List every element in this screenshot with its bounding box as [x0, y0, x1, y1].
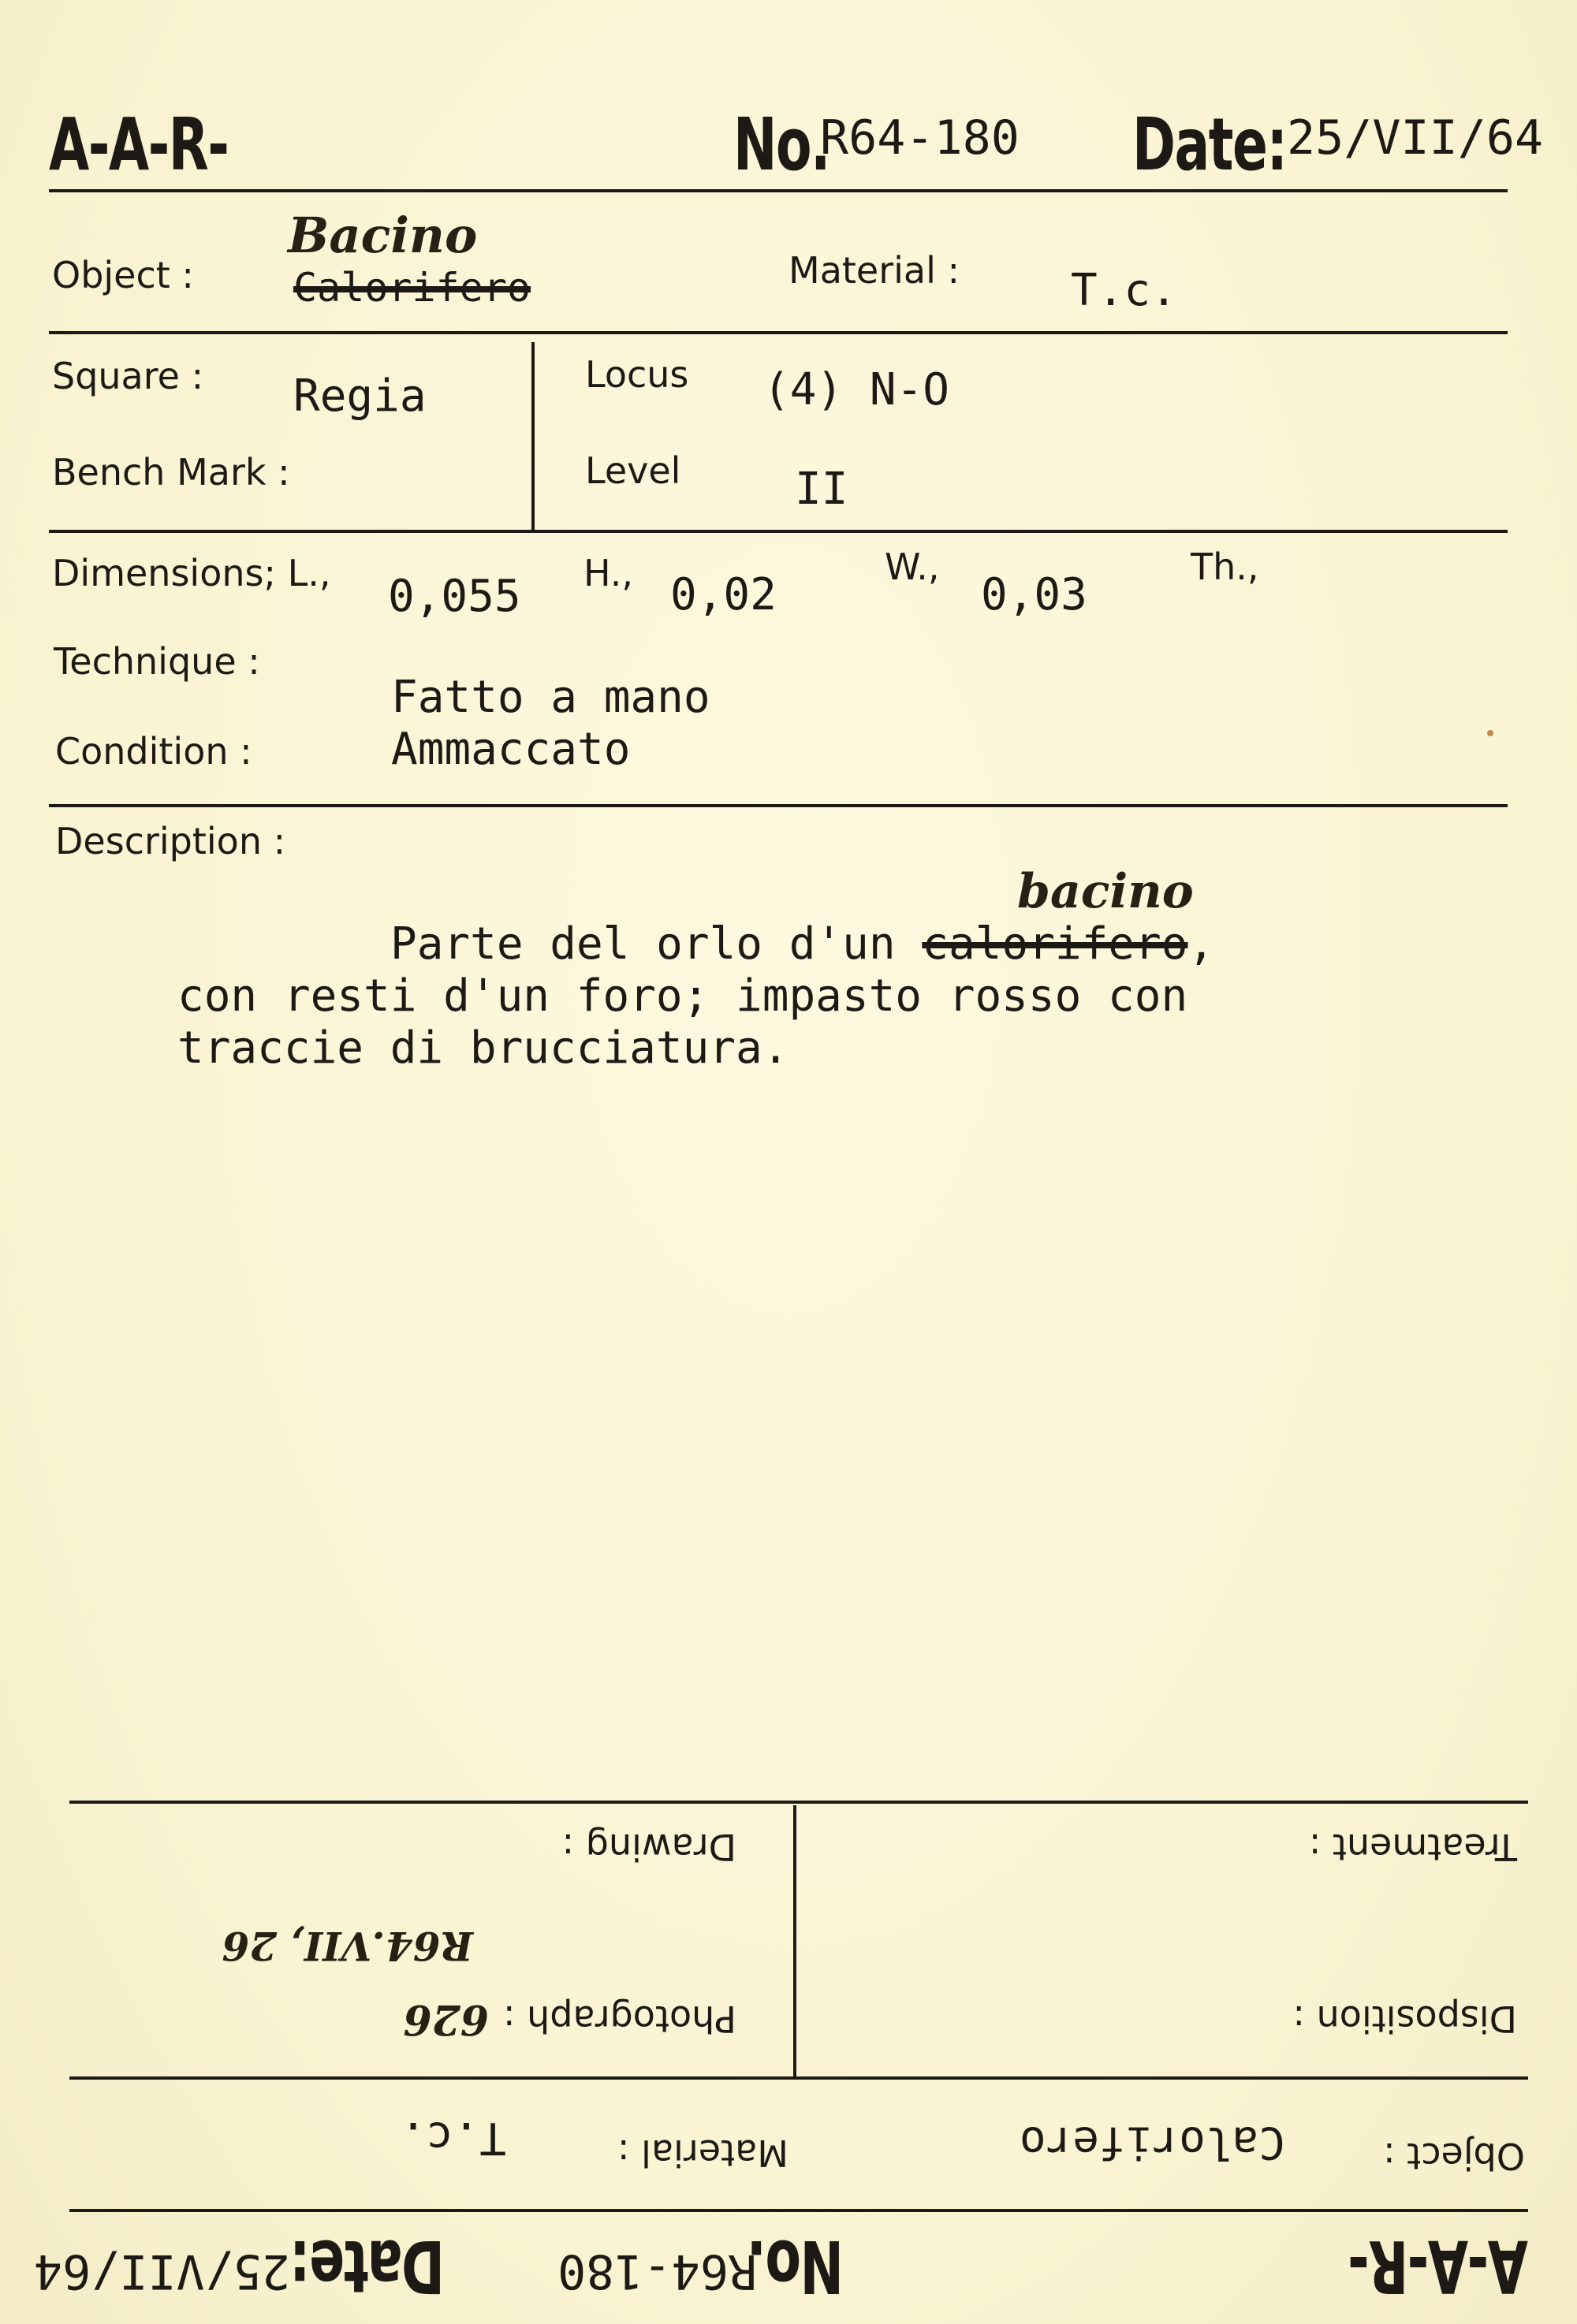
divider-header [49, 189, 1508, 192]
footer-number-label: No. [747, 2224, 844, 2308]
locus-label: Locus [585, 353, 689, 396]
height-value: 0,02 [670, 569, 777, 620]
square-value: Regia [293, 371, 427, 422]
locus-value: (4) N-O [763, 364, 950, 415]
description-line3: traccie di brucciatura. [177, 1022, 789, 1074]
date-value: 25/VII/64 [1287, 110, 1544, 166]
object-struck-value: Calorifero [293, 265, 531, 311]
level-label: Level [585, 449, 681, 492]
footer-object-label: Object : [1383, 2135, 1525, 2177]
drawing-label: Drawing : [561, 1826, 736, 1868]
footer-material-label: Material : [617, 2132, 788, 2174]
dimensions-label: Dimensions; L., [52, 552, 331, 594]
condition-label: Condition : [55, 730, 252, 773]
footer-divider-vertical [793, 1805, 796, 2078]
photograph-note: R64.VII, 26 [222, 1923, 473, 1969]
divider-object [49, 331, 1508, 334]
footer-divider-object [69, 2076, 1528, 2080]
level-value: II [795, 464, 848, 515]
width-label: W., [885, 546, 940, 588]
width-value: 0,03 [981, 569, 1087, 620]
description-struck-word: calorifero [922, 918, 1188, 970]
footer-divider-header [69, 2209, 1528, 2212]
material-label: Material : [788, 249, 960, 292]
technique-value: Fatto a mano [391, 672, 710, 723]
divider-vertical-square [531, 342, 535, 530]
thickness-label: Th., [1191, 546, 1259, 588]
description-line2: con resti d'un foro; impasto rosso con [177, 970, 1188, 1022]
condition-value: Ammaccato [391, 724, 631, 775]
number-value: R64-180 [820, 110, 1020, 166]
footer-material-value: T.c. [400, 2112, 506, 2163]
footer-number-value: R64-180 [557, 2244, 757, 2299]
square-label: Square : [52, 355, 204, 397]
footer-org-heading: A-A-R- [1348, 2224, 1528, 2308]
object-correction: Bacino [288, 207, 478, 264]
material-value: T.c. [1071, 265, 1177, 316]
footer-date-label: Date: [290, 2224, 445, 2308]
footer-date-value: 25/VII/64 [33, 2244, 290, 2299]
date-label: Date: [1132, 102, 1287, 187]
photograph-number: 626 [403, 1995, 489, 2043]
object-label: Object : [52, 254, 194, 296]
description-text [177, 918, 1214, 1074]
footer-object-value: Calorifero [1019, 2117, 1285, 2168]
footer-divider-bottom [69, 1801, 1528, 1804]
treatment-label: Treatment : [1308, 1826, 1517, 1868]
number-label: No. [733, 102, 830, 187]
height-label: H., [583, 552, 634, 594]
inverted-footer [0, 1695, 1577, 2324]
description-correction: bacino [1017, 864, 1194, 919]
technique-label: Technique : [54, 640, 260, 683]
description-line1-prefix: Parte del orlo d'un [390, 918, 923, 970]
photograph-label: Photograph : [503, 1998, 736, 2040]
description-line1-suffix: , [1187, 918, 1215, 970]
stain-mark [1487, 730, 1493, 736]
org-heading: A-A-R- [49, 102, 229, 187]
disposition-label: Disposition : [1292, 1998, 1517, 2040]
description-label: Description : [55, 820, 286, 862]
length-value: 0,055 [388, 571, 521, 622]
divider-condition [49, 804, 1508, 807]
divider-square [49, 530, 1508, 533]
bench-mark-label: Bench Mark : [52, 451, 290, 493]
